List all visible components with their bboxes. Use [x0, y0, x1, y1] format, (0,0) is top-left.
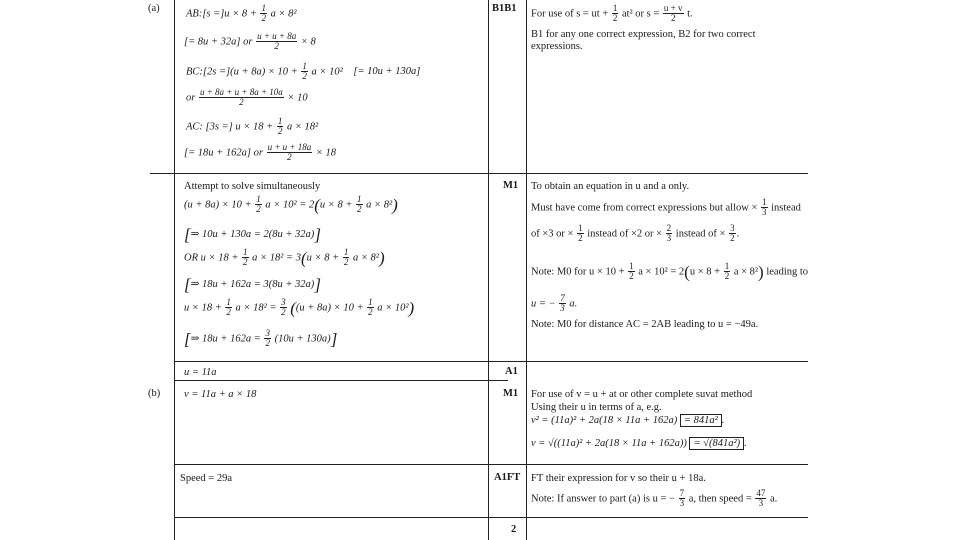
note-expressions: expressions. [531, 41, 583, 52]
working-bc: BC:[2s =](u + 8a) × 10 + $\frac{1}{2}$ a × 10² [= 10u + 130a] [186, 61, 421, 82]
working-ab-expanded: [= 8u + 32a] or $\frac{u + u + 8a}{2}$ × 8 [184, 31, 316, 52]
note-v-squared: v² = (11a)² + 2a(18 × 11a + 162a) = 841a² . [531, 415, 725, 426]
working-eq-b: OR u × 18 + $\frac{1}{2}$ a × 18² = 3(u × 8 + $\frac{1}{2}$ a × 8²) [184, 247, 385, 268]
note-their-u: Using their u in terms of a, e.g. [531, 402, 662, 413]
working-v-expression: v = 11a + a × 18 [184, 389, 257, 400]
note-suvat-v: For use of v = u + at or other complete suvat method [531, 389, 753, 400]
working-ac-expanded: [= 18u + 162a] or $\frac{u + u + 18a}{2}$ × 18 [184, 142, 337, 163]
rule-row1-bottom [150, 173, 808, 174]
working-eq-c-simplified: [⇒ 18u + 162a = $\frac{3}{2}$ (10u + 130a)] [184, 328, 338, 349]
note-v-root: v = √((11a)² + 2a(18 × 11a + 162a)) = √(841a²) . [531, 438, 747, 449]
working-eq-b-simplified: [⇒ 18u + 162a = 3(8u + 32a)] [184, 275, 321, 294]
rule-row2-bottom [174, 361, 808, 362]
part-b-label: (b) [148, 388, 161, 399]
note-m0-leading: Note: M0 for u × 10 + $\frac{1}{2}$ a × 10² = 2(u × 8 + $\frac{1}{2}$ a × 8²) leading to [531, 261, 809, 282]
rule-row4-bottom [174, 464, 808, 465]
note-suvat-usage: For use of s = ut + $\frac{1}{2}$ at² or s = $\frac{u + v}{2}$ t. [531, 3, 693, 24]
part-a-label: (a) [148, 3, 160, 14]
note-ft-their: FT their expression for v so their u + 18a. [531, 473, 706, 484]
working-eq-a-simplified: [⇒ 10u + 130a = 2(8u + 32a)] [184, 225, 321, 244]
note-u-negative: u = − $\frac{7}{3}$ a. [531, 293, 578, 314]
note-equation-u-a: To obtain an equation in u and a only. [531, 181, 690, 192]
note-b1-b2: B1 for any one correct expression, B2 for two correct [531, 29, 756, 40]
rule-left [174, 0, 175, 540]
rule-row5-bottom [174, 517, 808, 518]
working-eq-c: u × 18 + $\frac{1}{2}$ a × 18² = $\frac{3}{2}$ ((u + 8a) × 10 + $\frac{1}{2}$ a × 10²) [184, 297, 415, 318]
working-attempt-solve: Attempt to solve simultaneously [184, 181, 321, 192]
working-ab: AB:[s =]u × 8 + $\frac{1}{2}$ a × 8² [186, 3, 297, 24]
mark-total: 2 [511, 524, 517, 535]
mark-row5: A1FT [494, 472, 521, 483]
mark-row3: A1 [505, 366, 518, 377]
working-bc-alt: or $\frac{u + 8a + u + 8a + 10a}{2}$ × 10 [186, 87, 308, 108]
mark-row1: B1B1 [492, 3, 517, 14]
note-allow-factors: of ×3 or × $\frac{1}{2}$ instead of ×2 or × $\frac{2}{3}$ instead of × $\frac{3}{2}$ . [531, 223, 740, 244]
note-m0-distance: Note: M0 for distance AC = 2AB leading to u = −49a. [531, 319, 759, 330]
mark-row4: M1 [503, 388, 519, 399]
note-speed-alt: Note: If answer to part (a) is u = − $\frac{7}{3}$ a, then speed = $\frac{47}{3}$ a. [531, 488, 778, 509]
rule-marks-right [526, 0, 527, 540]
rule-marks-left [488, 0, 489, 540]
working-u-result: u = 11a [184, 367, 217, 378]
working-eq-a: (u + 8a) × 10 + $\frac{1}{2}$ a × 10² = 2(u × 8 + $\frac{1}{2}$ a × 8²) [184, 194, 398, 215]
working-speed: Speed = 29a [180, 473, 232, 484]
rule-row3-bottom [174, 380, 508, 381]
mark-row2: M1 [503, 180, 519, 191]
working-ac: AC: [3s =] u × 18 + $\frac{1}{2}$ a × 18² [186, 116, 319, 137]
note-allow-third: Must have come from correct expressions but allow × $\frac{1}{3}$ instead [531, 197, 801, 218]
